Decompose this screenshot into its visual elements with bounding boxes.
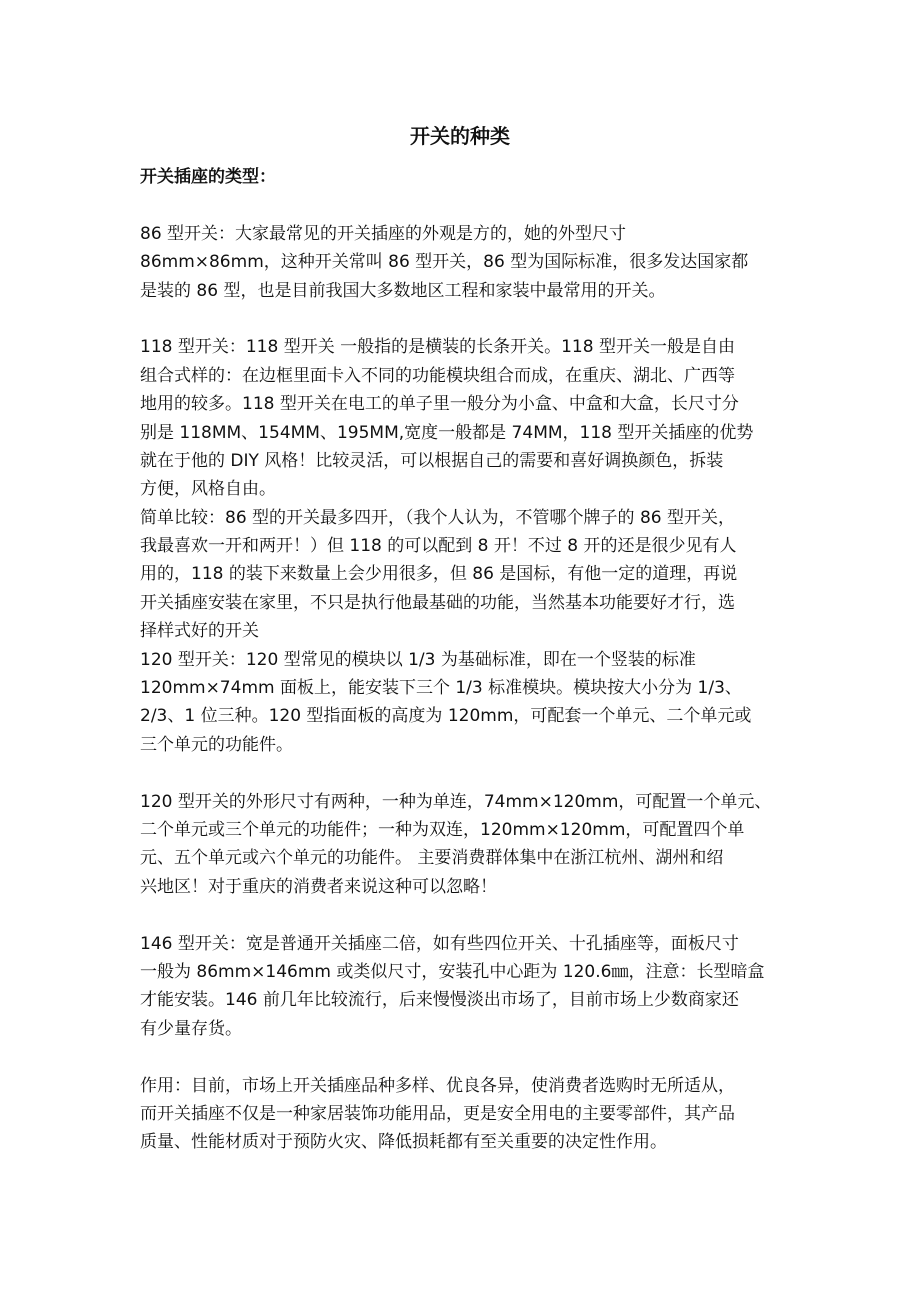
paragraph-line: 而开关插座不仅是一种家居装饰功能用品，更是安全用电的主要零部件，其产品 [140,1103,735,1124]
section-146-type [140,930,785,1044]
paragraph-line: 择样式好的开关 [140,621,259,642]
paragraph-line: 120 型开关：120 型常见的模块以 1/3 为基础标准，即在一个竖装的标准 [140,649,696,670]
blank-line [140,191,785,219]
paragraph-line: 元、五个单元或六个单元的功能件。 主要消费群体集中在浙江杭州、湖州和绍 [140,848,724,869]
paragraph-line: 简单比较：86 型的开关最多四开，（我个人认为，不管哪个牌子的 86 型开关， [140,507,735,528]
paragraph-line: 三个单元的功能件。 [140,734,293,755]
paragraph-line: 组合式样的：在边框里面卡入不同的功能模块组合而成，在重庆、湖北、广西等 [140,365,735,386]
paragraph-line: 一般为 86mm×146mm 或类似尺寸，安装孔中心距为 120.6㎜，注意：长型暗盒 [140,961,765,982]
section-118-type [140,333,785,503]
paragraph-line: 2/3、1 位三种。120 型指面板的高度为 120mm，可配套一个单元、二个单元或 [140,706,752,727]
paragraph-line: 就在于他的 DIY 风格！比较灵活，可以根据自己的需要和喜好调换颜色，拆装 [140,450,724,471]
paragraph-line: 120 型开关的外形尺寸有两种，一种为单连，74mm×120mm，可配置一个单元、 [140,791,772,812]
section-86-type [140,220,785,305]
blank-line [140,1043,785,1071]
section-120-type [140,646,785,760]
document-body [140,163,785,1157]
paragraph-line: 方便，风格自由。 [140,479,276,500]
paragraph-line: 有少量存货。 [140,1018,242,1039]
blank-line [140,901,785,929]
paragraph-line: 是装的 86 型，也是目前我国大多数地区工程和家装中最常用的开关。 [140,280,666,301]
blank-line [140,759,785,787]
paragraph-line: 才能安装。146 前几年比较流行，后来慢慢淡出市场了，目前市场上少数商家还 [140,990,739,1011]
document-title: 开关的种类 [410,124,510,148]
paragraph-line: 120mm×74mm 面板上，能安装下三个 1/3 标准模块。模块按大小分为 1/3、 [140,678,742,699]
paragraph-line: 118 型开关：118 型开关 一般指的是横装的长条开关。118 型开关一般是自由 [140,337,735,358]
paragraph-line: 86mm×86mm，这种开关常叫 86 型开关，86 型为国际标准，很多发达国家都 [140,252,749,273]
section-heading: 开关插座的类型： [140,167,276,187]
paragraph-line: 用的，118 的装下来数量上会少用很多，但 86 是国标，有他一定的道理，再说 [140,564,738,585]
section-role [140,1072,785,1157]
paragraph-line: 我最喜欢一开和两开！）但 118 的可以配到 8 开！不过 8 开的还是很少见有人 [140,536,737,557]
blank-line [140,305,785,333]
paragraph-line: 86 型开关：大家最常见的开关插座的外观是方的，她的外型尺寸 [140,223,627,244]
paragraph-line: 二个单元或三个单元的功能件；一种为双连，120mm×120mm，可配置四个单 [140,819,745,840]
section-comparison [140,504,785,646]
paragraph-line: 作用：目前，市场上开关插座品种多样、优良各异，使消费者选购时无所适从， [140,1075,735,1096]
section-120-type-sizes [140,788,785,902]
paragraph-line: 兴地区！对于重庆的消费者来说这种可以忽略！ [140,876,497,897]
paragraph-line: 开关插座安装在家里，不只是执行他最基础的功能，当然基本功能要好才行，选 [140,592,735,613]
paragraph-line: 地用的较多。118 型开关在电工的单子里一般分为小盒、中盒和大盒，长尺寸分 [140,394,739,415]
paragraph-line: 质量、性能材质对于预防火灾、降低损耗都有至关重要的决定性作用。 [140,1132,667,1153]
paragraph-line: 146 型开关：宽是普通开关插座二倍，如有些四位开关、十孔插座等，面板尺寸 [140,933,739,954]
paragraph-line: 别是 118MM、154MM、195MM,宽度一般都是 74MM，118 型开关插座的优势 [140,422,754,443]
